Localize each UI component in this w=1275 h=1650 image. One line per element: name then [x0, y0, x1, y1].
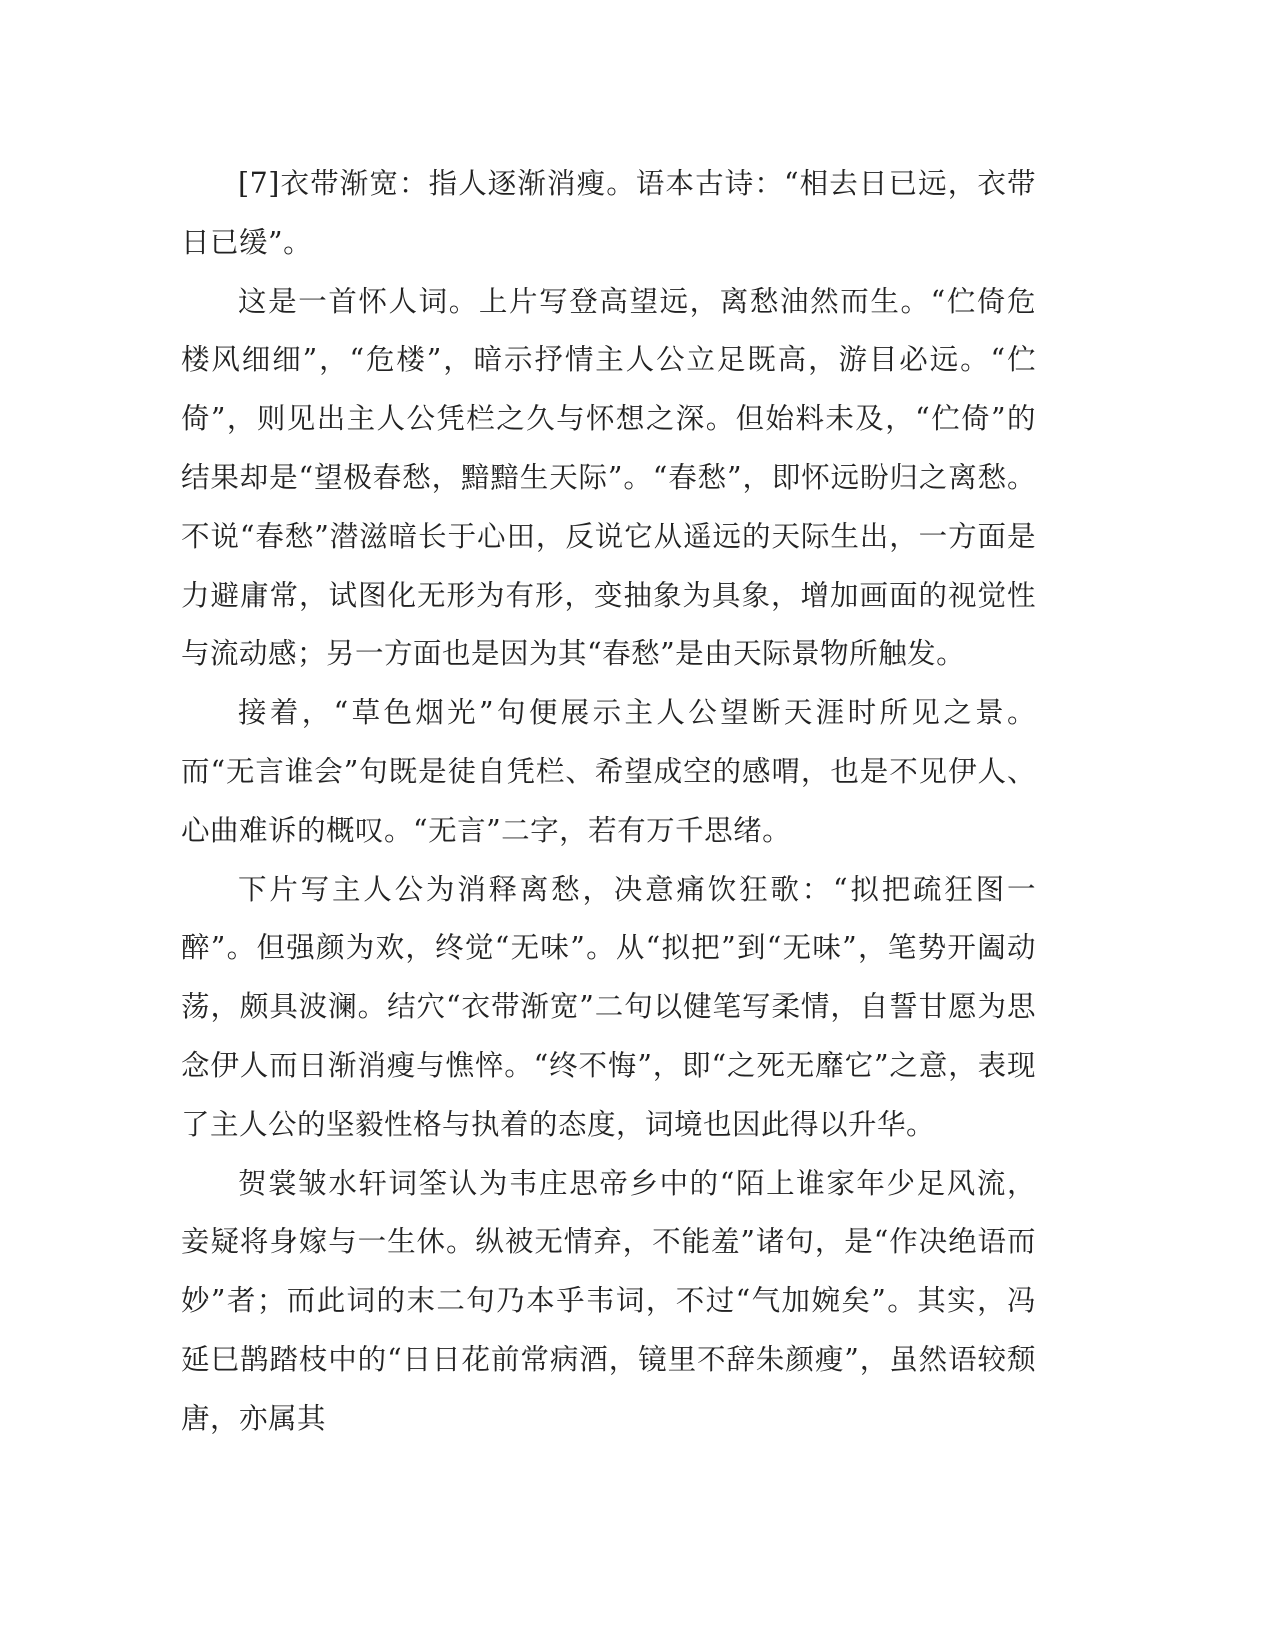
footnote-paragraph: [7]衣带渐宽：指人逐渐消瘦。语本古诗：“相去日已远，衣带日已缓”。: [181, 167, 1036, 259]
body-paragraph: 下片写主人公为消释离愁，决意痛饮狂歌：“拟把疏狂图一醉”。但强颜为欢，终觉“无味”。从“拟把”到“无味”，笔势开阖动荡，颇具波澜。结穴“衣带渐宽”二句以健笔写柔情，自誓甘愿为思念伊人而日渐消瘦与憔悴。“终不悔”，即“之死无靡它”之意，表现了主人公的坚毅性格与执着的态度，词境也因此得以升华。: [181, 872, 1036, 1141]
body-paragraph: 贺裳皱水轩词筌认为韦庄思帝乡中的“陌上谁家年少足风流，妾疑将身嫁与一生休。纵被无情弃，不能羞”诸句，是“作决绝语而妙”者；而此词的末二句乃本乎韦词，不过“气加婉矣”。其实，冯延巳鹊踏枝中的“日日花前常病酒，镜里不辞朱颜瘦”，虽然语较颓唐，亦属其: [181, 1166, 1036, 1435]
body-paragraph: 接着，“草色烟光”句便展示主人公望断天涯时所见之景。而“无言谁会”句既是徒自凭栏、希望成空的感喟，也是不见伊人、心曲难诉的概叹。“无言”二字，若有万千思绪。: [181, 696, 1036, 847]
body-paragraph: 这是一首怀人词。上片写登高望远，离愁油然而生。“伫倚危楼风细细”，“危楼”，暗示抒情主人公立足既高，游目必远。“伫倚”，则见出主人公凭栏之久与怀想之深。但始料未及，“伫倚”的结果却是“望极春愁，黯黯生天际”。“春愁”，即怀远盼归之离愁。不说“春愁”潜滋暗长于心田，反说它从遥远的天际生出，一方面是力避庸常，试图化无形为有形，变抽象为具象，增加画面的视觉性与流动感；另一方面也是因为其“春愁”是由天际景物所触发。: [181, 284, 1036, 671]
document-body: [181, 155, 1036, 1449]
